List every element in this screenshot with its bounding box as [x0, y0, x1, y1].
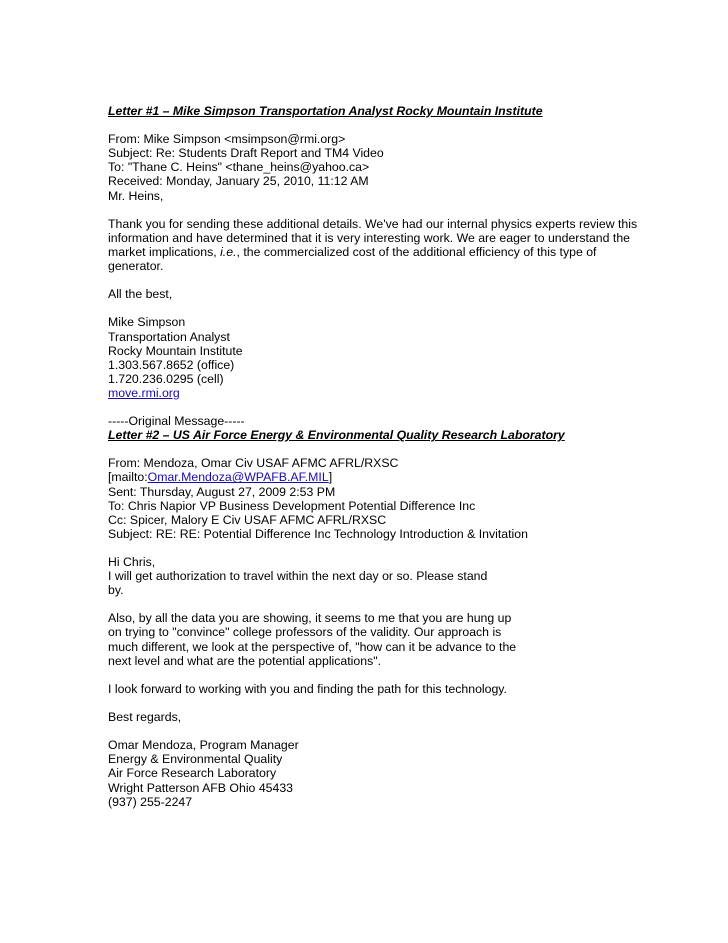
body-emphasis: i.e.	[220, 244, 237, 259]
letter1-salutation: Mr. Heins,	[108, 188, 164, 203]
letter2-to: To: Chris Napior VP Business Development Potential Difference Inc	[108, 498, 476, 513]
letter1-sig-office: 1.303.567.8652 (office)	[108, 357, 235, 372]
letter2-sig-line: Wright Patterson AFB Ohio 45433	[108, 780, 294, 795]
letter2-sig-line: Air Force Research Laboratory	[108, 766, 277, 781]
letter2-sent: Sent: Thursday, August 27, 2009 2:53 PM	[108, 484, 336, 499]
letter1-sig-org: Rocky Mountain Institute	[108, 343, 243, 358]
letter2-p3: I look forward to working with you and finding the path for this technology.	[108, 681, 507, 696]
document-page	[108, 104, 708, 809]
letter2-subject: Subject: RE: RE: Potential Difference Inc Technology Introduction & Invitation	[108, 526, 528, 541]
letter1-closing: All the best,	[108, 287, 173, 302]
letter2-closing: Best regards,	[108, 710, 182, 725]
letter1-sig-title: Transportation Analyst	[108, 329, 230, 344]
original-message-separator: -----Original Message-----	[108, 414, 245, 429]
letter1-body-line: Thank you for sending these additional details. We've had our internal physics experts review this	[108, 216, 638, 231]
mailto-prefix: [mailto:	[108, 470, 148, 485]
mailto-suffix: ]	[328, 470, 333, 485]
letter2-p1-line: I will get authorization to travel within the next day or so. Please stand	[108, 569, 488, 584]
letter1-sig-cell: 1.720.236.0295 (cell)	[108, 371, 224, 386]
letter2-p2-line: next level and what are the potential applications".	[108, 653, 382, 668]
letter2-p1-line: by.	[108, 583, 124, 598]
letter2-p2-line: much different, we look at the perspective of, "how can it be advance to the	[108, 639, 517, 654]
letter2-from: From: Mendoza, Omar Civ USAF AFMC AFRL/RXSC	[108, 456, 399, 471]
letter1-body-line: generator.	[108, 259, 164, 274]
letter1-heading: Letter #1 – Mike Simpson Transportation Analyst Rocky Mountain Institute	[108, 104, 543, 118]
letter1-sig-name: Mike Simpson	[108, 315, 186, 330]
letter2-p2-line: Also, by all the data you are showing, it seems to me that you are hung up	[108, 611, 512, 626]
rmi-website-link[interactable]: move.rmi.org	[108, 385, 180, 400]
body-text: market implications,	[108, 244, 221, 259]
letter2-greeting: Hi Chris,	[108, 555, 156, 569]
letter2-mailto	[108, 470, 708, 484]
body-text: , the commercialized cost of the additional efficiency of this type of	[236, 244, 597, 259]
letter1-sig-link-line	[108, 386, 708, 400]
letter1-from: From: Mike Simpson <msimpson@rmi.org>	[108, 132, 346, 147]
letter1-body-line: information and have determined that it is very interesting work. We are eager to understand the	[108, 230, 630, 245]
letter2-p2-line: on trying to "convince" college professors of the validity. Our approach is	[108, 625, 502, 640]
email-link[interactable]: Omar.Mendoza@WPAFB.AF.MIL	[147, 470, 329, 485]
letter1-subject: Subject: Re: Students Draft Report and TM4 Video	[108, 146, 384, 161]
letter2-heading: Letter #2 – US Air Force Energy & Environmental Quality Research Laboratory	[108, 428, 565, 443]
letter1-body-line	[108, 245, 708, 259]
letter2-sig-line: (937) 255-2247	[108, 794, 193, 809]
letter2-cc: Cc: Spicer, Malory E Civ USAF AFMC AFRL/RXSC	[108, 512, 387, 527]
letter2-sig-line: Energy & Environmental Quality	[108, 752, 283, 767]
letter2-sig-line: Omar Mendoza, Program Manager	[108, 738, 299, 753]
letter1-received: Received: Monday, January 25, 2010, 11:12 AM	[108, 174, 369, 189]
letter1-to: To: "Thane C. Heins" <thane_heins@yahoo.ca>	[108, 160, 370, 175]
